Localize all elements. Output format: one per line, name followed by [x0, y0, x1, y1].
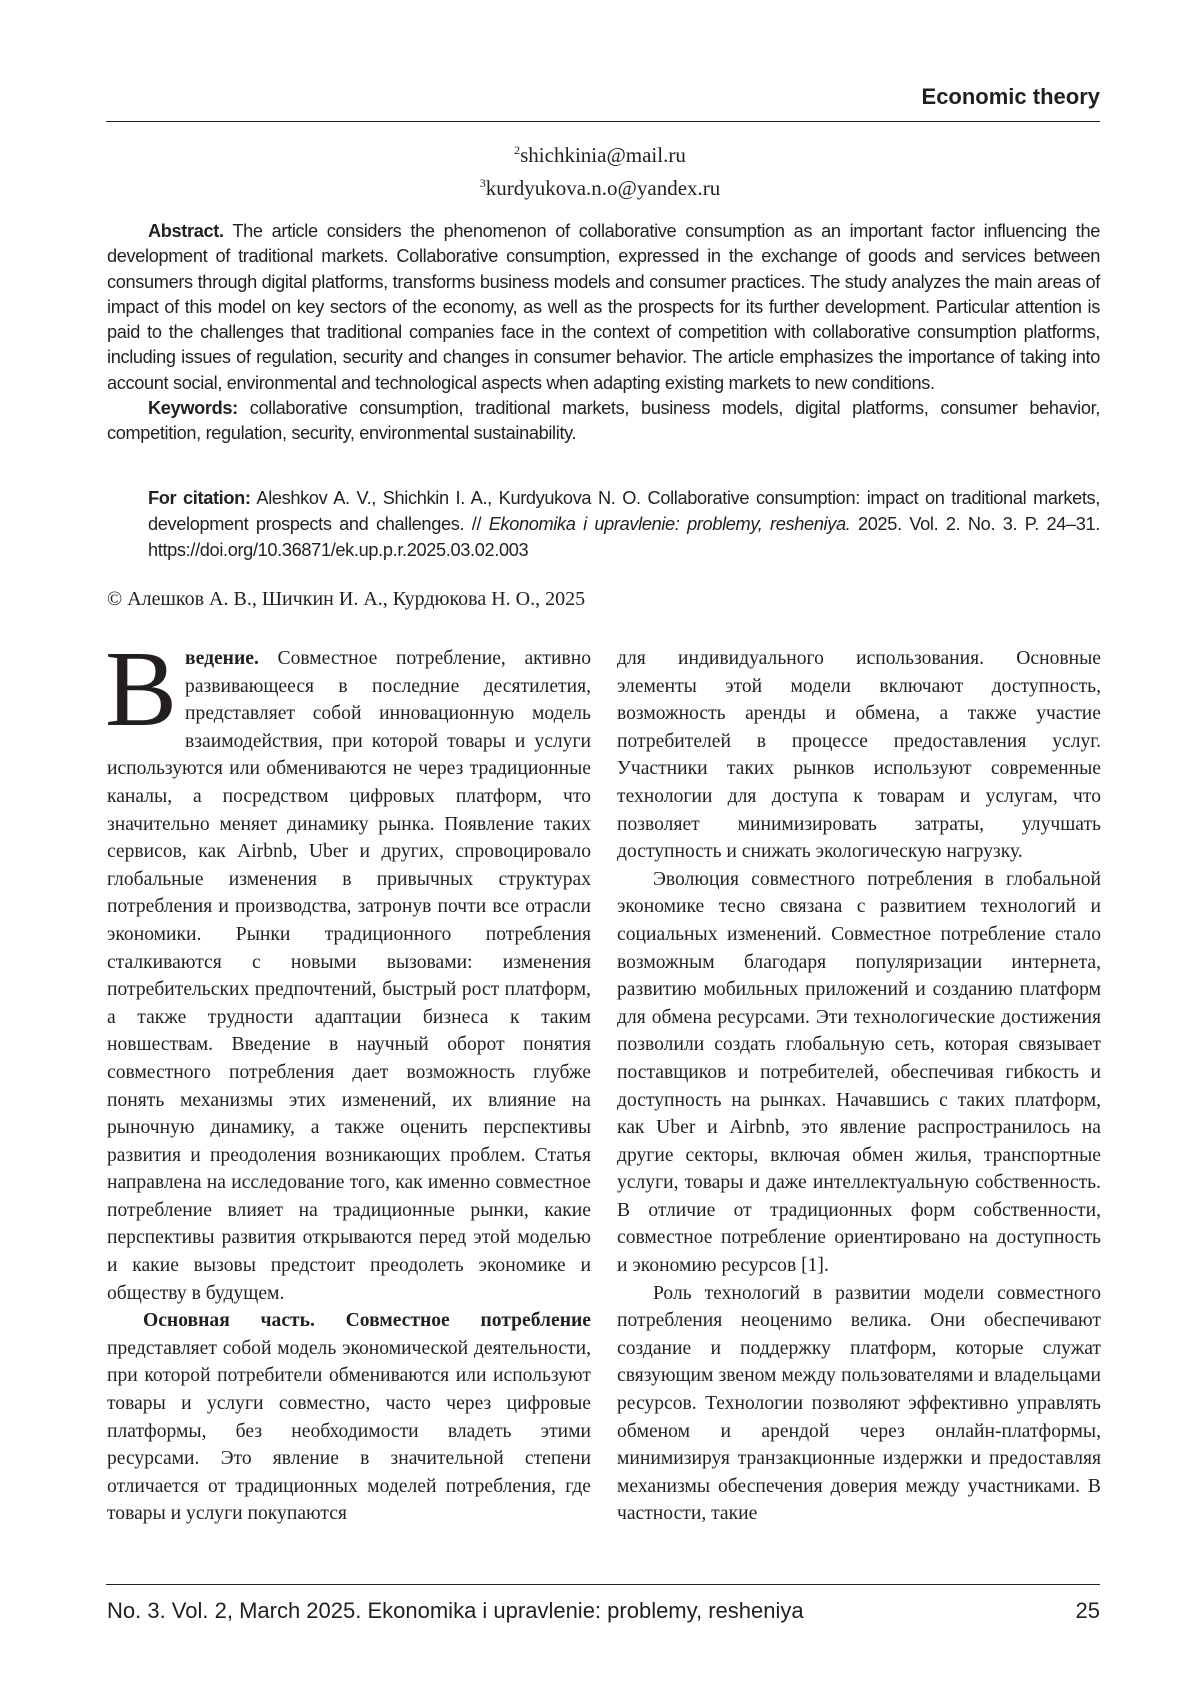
- footer-divider: [106, 1584, 1100, 1585]
- left-column: [107, 645, 591, 1528]
- abstract: [107, 219, 1100, 396]
- abstract-label: Abstract.: [148, 221, 224, 241]
- keywords-label: Keywords:: [148, 398, 238, 418]
- email-line: [0, 169, 1200, 202]
- section-title: Economic theory: [922, 84, 1100, 110]
- citation-journal: Ekonomika i upravlenie: problemy, resheniya.: [489, 514, 851, 534]
- email-link[interactable]: shichkinia@mail.ru: [520, 143, 686, 167]
- header-divider: [106, 121, 1100, 122]
- copyright: © Алешков А. В., Шичкин И. А., Курдюкова Н. О., 2025: [107, 588, 585, 611]
- main-paragraph: [107, 1307, 591, 1528]
- abstract-text: The article considers the phenomenon of collaborative consumption as an important factor influencing the development of traditional markets. Collaborative consumption, expressed in the exchange of goods and services between consumers through digital platforms, transforms business models and consumer practices. The study analyzes the main areas of impact of this model on key sectors of the economy, as well as the prospects for its further development. Particular attention is paid to the challenges that traditional companies face in the context of competition with collaborative consumption platforms, including issues of regulation, security and changes in consumer behavior. The article emphasizes the importance of taking into account social, environmental and technological aspects when adapting existing markets to new conditions.: [107, 221, 1100, 393]
- main-text: представляет собой модель экономической деятельности, при которой потребители обмениваются или используют товары и услуги совместно, часто через цифровые платформы, без необходимости владеть этими ресурсами. Это явление в значительной степени отличается от традиционных моделей потребления, где товары и услуги покупаются: [107, 1338, 591, 1525]
- paragraph: для индивидуального использования. Основные элементы этой модели включают доступность, возможность аренды и обмена, а также участие потребителей в процессе предоставления услуг. Участники таких рынков используют современные технологии для доступа к товарам и услугам, что позволяет минимизировать затраты, улучшать доступность и снижать экологическую нагрузку.: [617, 645, 1101, 866]
- paragraph: Эволюция совместного потребления в глобальной экономике тесно связана с развитием технологий и социальных изменений. Совместное потребление стало возможным благодаря популяризации интернета, развитию мобильных приложений и созданию платформ для обмена ресурсами. Эти технологические достижения позволили создать глобальную сеть, которая связывает поставщиков и потребителей, обеспечивая гибкость и доступность на рынках. Начавшись с таких платформ, как Uber и Airbnb, это явление распространилось на другие секторы, включая обмен жилья, транспортные услуги, товары и даже интеллектуальную собственность. В отличие от традиционных форм собственности, совместное потребление ориентировано на доступность и экономию ресурсов [1].: [617, 866, 1101, 1280]
- main-label: Основная часть. Совместное потребление: [143, 1310, 591, 1331]
- citation-block: [148, 485, 1100, 563]
- citation-tail: 2025. Vol. 2. No. 3. P. 24–31. https://doi.org/10.36871/ek.up.p.r.2025.03.02.003: [148, 514, 1100, 560]
- email-superscript: 2: [514, 143, 520, 157]
- keywords: [107, 396, 1100, 447]
- paragraph: Роль технологий в развитии модели совместного потребления неоценимо велика. Они обеспечивают создание и поддержку платформ, которые служат связующим звеном между пользователями и владельцами ресурсов. Технологии позволяют эффективно управлять обменом и арендой через онлайн-платформы, минимизируя транзакционные издержки и предоставляя механизмы обеспечения доверия между участниками. В частности, такие: [617, 1280, 1101, 1528]
- email-link[interactable]: kurdyukova.n.o@yandex.ru: [486, 176, 721, 200]
- email-superscript: 3: [480, 176, 486, 190]
- abstract-block: [107, 219, 1100, 447]
- citation-label: For citation:: [148, 488, 251, 508]
- right-column: [617, 645, 1101, 1528]
- email-line: [0, 136, 1200, 169]
- citation-text: Aleshkov A. V., Shichkin I. A., Kurdyukova N. O. Collaborative consumption: impact on traditional markets, development prospects and challenges. //: [148, 488, 1100, 534]
- intro-text: Совместное потребление, активно развивающееся в последние десятилетия, представляет собой инновационную модель взаимодействия, при которой товары и услуги используются или обмениваются не через традиционные каналы, а посредством цифровых платформ, что значительно меняет динамику рынка. Появление таких сервисов, как Airbnb, Uber и других, спровоцировало глобальные изменения в привычных структурах потребления и производства, затронув почти все отрасли экономики. Рынки традиционного потребления сталкиваются с новыми вызовами: изменения потребительских предпочтений, быстрый рост платформ, а также трудности адаптации бизнеса к таким новшествам. Введение в научный оборот понятия совместного потребления дает возможность глубже понять механизмы этих изменений, их влияние на рыночную динамику, а также оценить перспективы развития и преодоления возникающих проблем. Статья направлена на исследование того, как именно совместное потребление влияет на традиционные рынки, какие перспективы развития открываются перед этой моделью и какие вызовы предстоит преодолеть экономике и обществу в будущем.: [107, 648, 591, 1304]
- footer-journal-info: No. 3. Vol. 2, March 2025. Ekonomika i upravlenie: problemy, resheniya: [107, 1598, 804, 1624]
- intro-label: ведение.: [185, 648, 259, 669]
- author-emails: [0, 136, 1200, 202]
- page-number: 25: [1076, 1598, 1100, 1624]
- intro-paragraph: [107, 645, 591, 1307]
- keywords-text: collaborative consumption, traditional markets, business models, digital platforms, consumer behavior, competition, regulation, security, environmental sustainability.: [107, 398, 1100, 443]
- drop-cap: В: [105, 651, 177, 729]
